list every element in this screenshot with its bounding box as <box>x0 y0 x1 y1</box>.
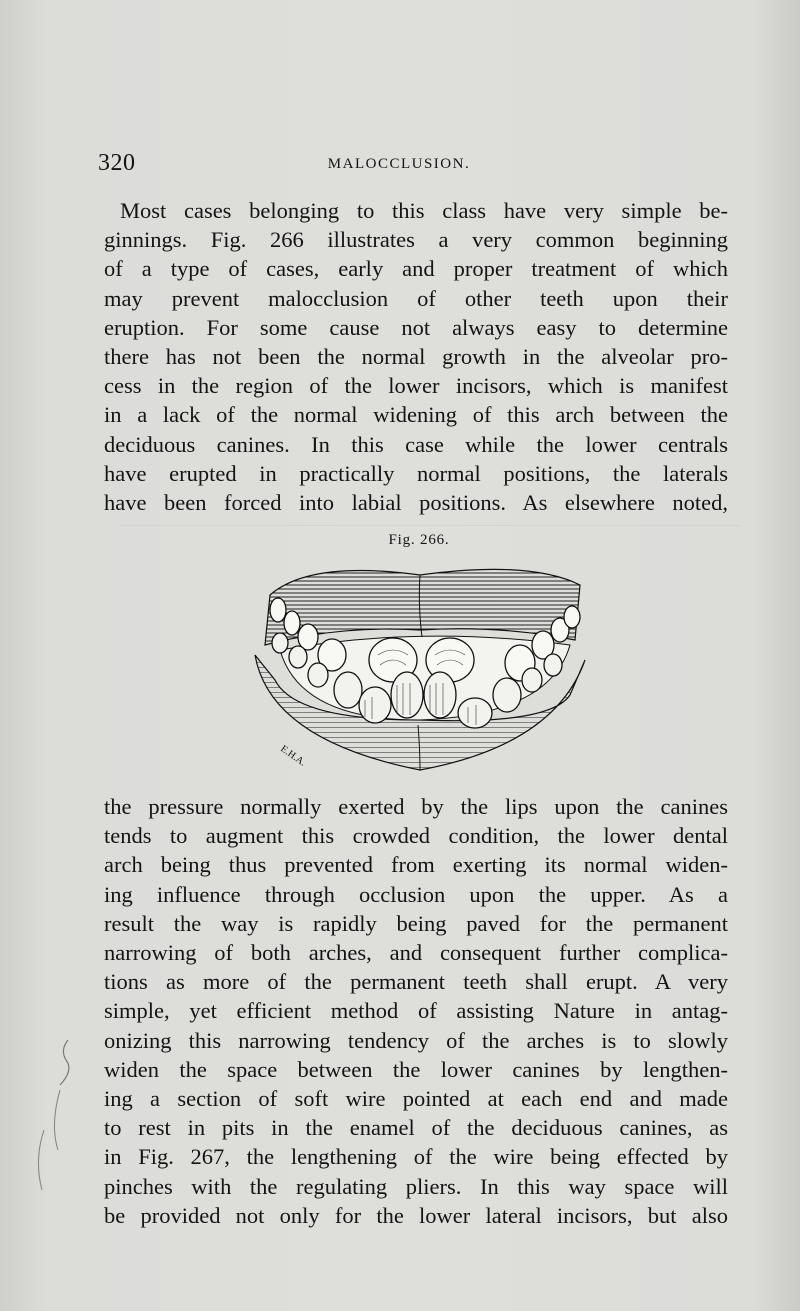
text-line: arch being thus prevented from exerting its normal widen- <box>104 852 728 878</box>
page-number: 320 <box>98 150 136 176</box>
text-line: there has not been the normal growth in the alveolar pro- <box>104 344 728 370</box>
text-line: in a lack of the normal widening of this arch between the <box>104 402 728 428</box>
text-line: may prevent malocclusion of other teeth upon their <box>104 285 728 311</box>
text-line: cess in the region of the lower incisors, which is manifest <box>104 373 728 399</box>
text-line: of a type of cases, early and proper treatment of which <box>104 256 728 282</box>
paragraph-2 <box>104 792 728 1230</box>
text-line: in Fig. 267, the lengthening of the wire being effected by <box>104 1144 728 1170</box>
text-line: have erupted in practically normal positions, the laterals <box>104 460 728 486</box>
text-line: to rest in pits in the enamel of the deciduous canines, as <box>104 1115 728 1141</box>
text-line: ing a section of soft wire pointed at each end and made <box>104 1086 728 1112</box>
page-header <box>98 150 700 180</box>
text-line: eruption. For some cause not always easy to determine <box>104 314 728 340</box>
figure-caption: Fig. 266. <box>388 532 450 548</box>
running-head: MALOCCLUSION. <box>327 156 471 172</box>
text-line: ing influence through occlusion upon the upper. As a <box>104 881 728 907</box>
text-line: have been forced into labial positions. As elsewhere noted, <box>104 490 728 516</box>
text-line: be provided not only for the lower lateral incisors, but also <box>104 1202 728 1228</box>
text-line: Most cases belonging to this class have very simple be- <box>120 198 728 223</box>
dental-arch-engraving-icon <box>250 555 590 785</box>
pencil-margin-marks-icon <box>30 1030 100 1200</box>
text-line: deciduous canines. In this case while the lower centrals <box>104 431 728 457</box>
text-line: tions as more of the permanent teeth shall erupt. A very <box>104 969 728 995</box>
text-line: the pressure normally exerted by the lips upon the canines <box>104 794 728 819</box>
dental-arch-figure <box>250 555 590 785</box>
paragraph-1 <box>104 196 728 517</box>
text-line: widen the space between the lower canines by lengthen- <box>104 1056 728 1082</box>
text-line: onizing this narrowing tendency of the arches is to slowly <box>104 1027 728 1053</box>
text-line: narrowing of both arches, and consequent further complica- <box>104 940 728 966</box>
text-line: ginnings. Fig. 266 illustrates a very common beginning <box>104 227 728 253</box>
text-line: result the way is rapidly being paved for the permanent <box>104 910 728 936</box>
text-line: simple, yet efficient method of assisting Nature in antag- <box>104 998 728 1024</box>
text-line: pinches with the regulating pliers. In this way space will <box>104 1173 728 1199</box>
text-line: tends to augment this crowded condition, the lower dental <box>104 823 728 849</box>
artist-initials: E.H.A. <box>278 743 308 769</box>
